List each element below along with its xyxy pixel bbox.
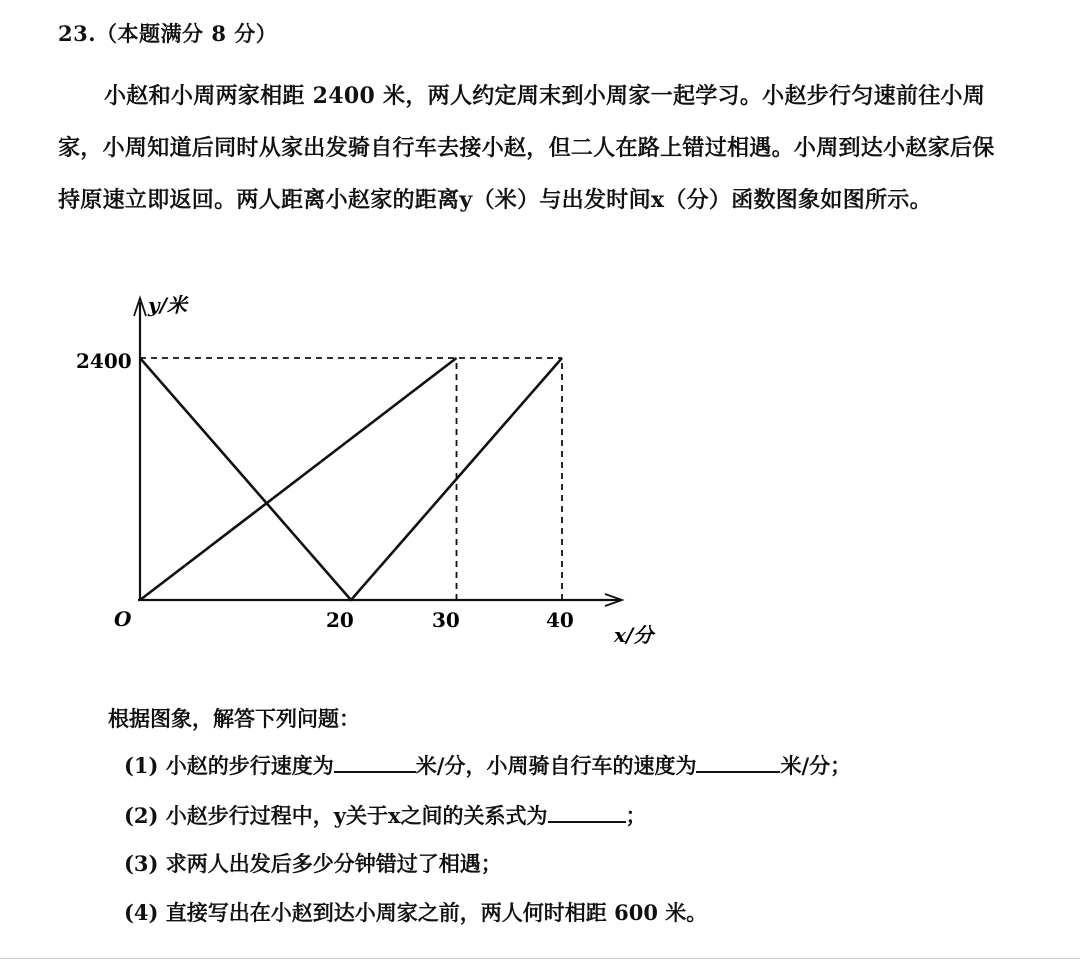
questions-intro: 根据图象，解答下列问题：	[108, 706, 360, 731]
question-3: (3) 求两人出发后多少分钟错过了相遇；	[124, 851, 502, 876]
problem-stem: 小赵和小周两家相距 2400 米，两人约定周末到小周家一起学习。小赵步行匀速前往小周家，小周知道后同时从家出发骑自行车去接小赵，但二人在路上错过相遇。小周到达小赵家后保持原速立即返回。两人距离小赵家的距离y（米）与出发时间x（分）函数图象如图所示。	[58, 83, 995, 213]
question-2	[124, 800, 647, 830]
question-1	[124, 750, 851, 780]
question-2-part-a: (2) 小赵步行过程中，y关于x之间的关系式为	[124, 803, 548, 828]
x-tick-label-40: 40	[546, 608, 574, 632]
series-line-1	[140, 358, 562, 600]
answer-blank-2	[696, 753, 780, 773]
answer-blank-3	[548, 803, 626, 823]
origin-label: O	[114, 607, 132, 631]
question-1-part-c: 米/分；	[780, 753, 852, 778]
series-lines	[140, 358, 562, 600]
y-tick-label: 2400	[76, 349, 132, 373]
page-divider	[0, 958, 1080, 959]
x-tick-label-30: 30	[432, 608, 460, 632]
axes	[134, 298, 622, 606]
axis-labels	[76, 293, 656, 647]
question-1-part-a: (1) 小赵的步行速度为	[124, 753, 334, 778]
series-line-0	[140, 358, 457, 600]
question-1-part-b: 米/分，小周骑自行车的速度为	[415, 753, 697, 778]
x-axis-label: x/分	[614, 623, 654, 647]
y-axis-label: y/米	[148, 293, 187, 317]
x-tick-label-20: 20	[326, 608, 354, 632]
question-4: (4) 直接写出在小赵到达小周家之前，两人何时相距 600 米。	[124, 900, 708, 925]
problem-heading: 23.（本题满分 8 分）	[58, 21, 278, 46]
answer-blank-1	[334, 753, 416, 773]
dashed-guides	[140, 358, 562, 600]
question-2-part-b: ；	[625, 803, 647, 828]
